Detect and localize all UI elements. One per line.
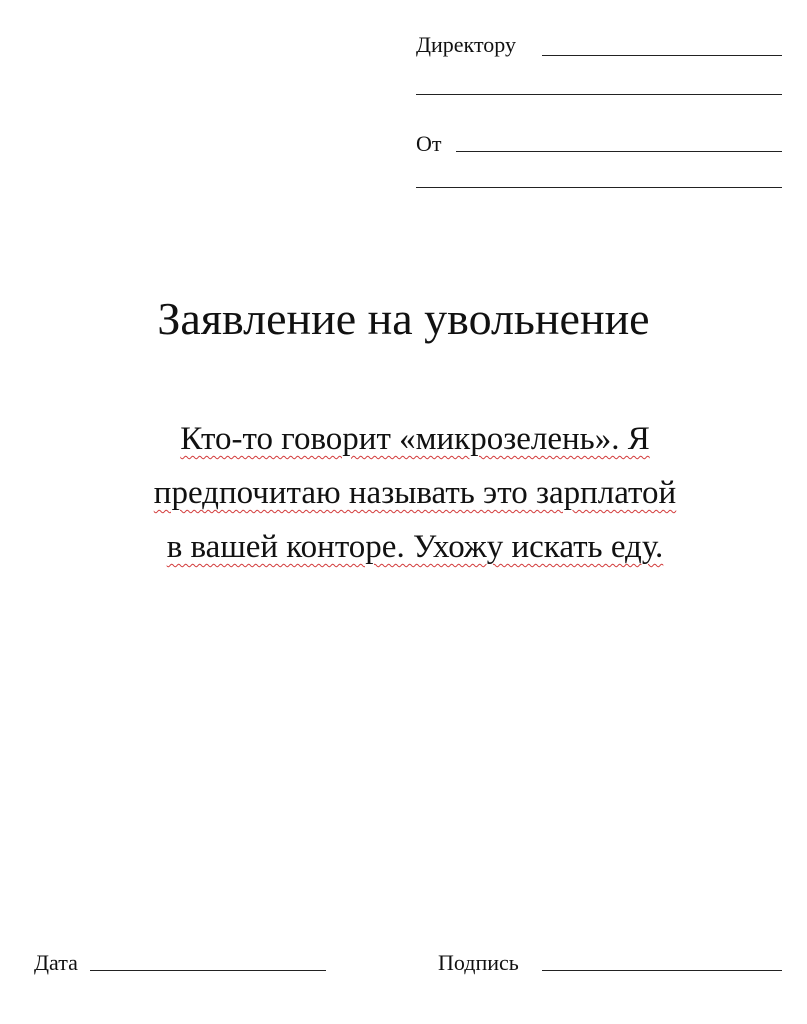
signature-line[interactable] — [542, 970, 782, 971]
from-name-line[interactable] — [456, 151, 782, 152]
director-label: Директору — [416, 32, 516, 57]
statement-line-1-text: Кто-то говорит «микрозелень». Я — [180, 421, 650, 457]
director-name-line[interactable] — [542, 55, 782, 56]
statement-body — [60, 412, 770, 574]
statement-line-3-text: в вашей конторе. Ухожу искать еду. — [166, 529, 664, 565]
from-name-line-2[interactable] — [416, 187, 782, 188]
signature-label: Подпись — [438, 950, 519, 975]
statement-line-1 — [60, 412, 770, 466]
statement-line-2-text: предпочитаю называть это зарплатой — [153, 475, 677, 511]
director-name-line-2[interactable] — [416, 94, 782, 95]
from-label: От — [416, 131, 442, 156]
document-title: Заявление на увольнение — [157, 293, 650, 344]
statement-line-3 — [60, 520, 770, 574]
statement-line-2 — [60, 466, 770, 520]
date-label: Дата — [34, 950, 78, 975]
date-line[interactable] — [90, 970, 326, 971]
